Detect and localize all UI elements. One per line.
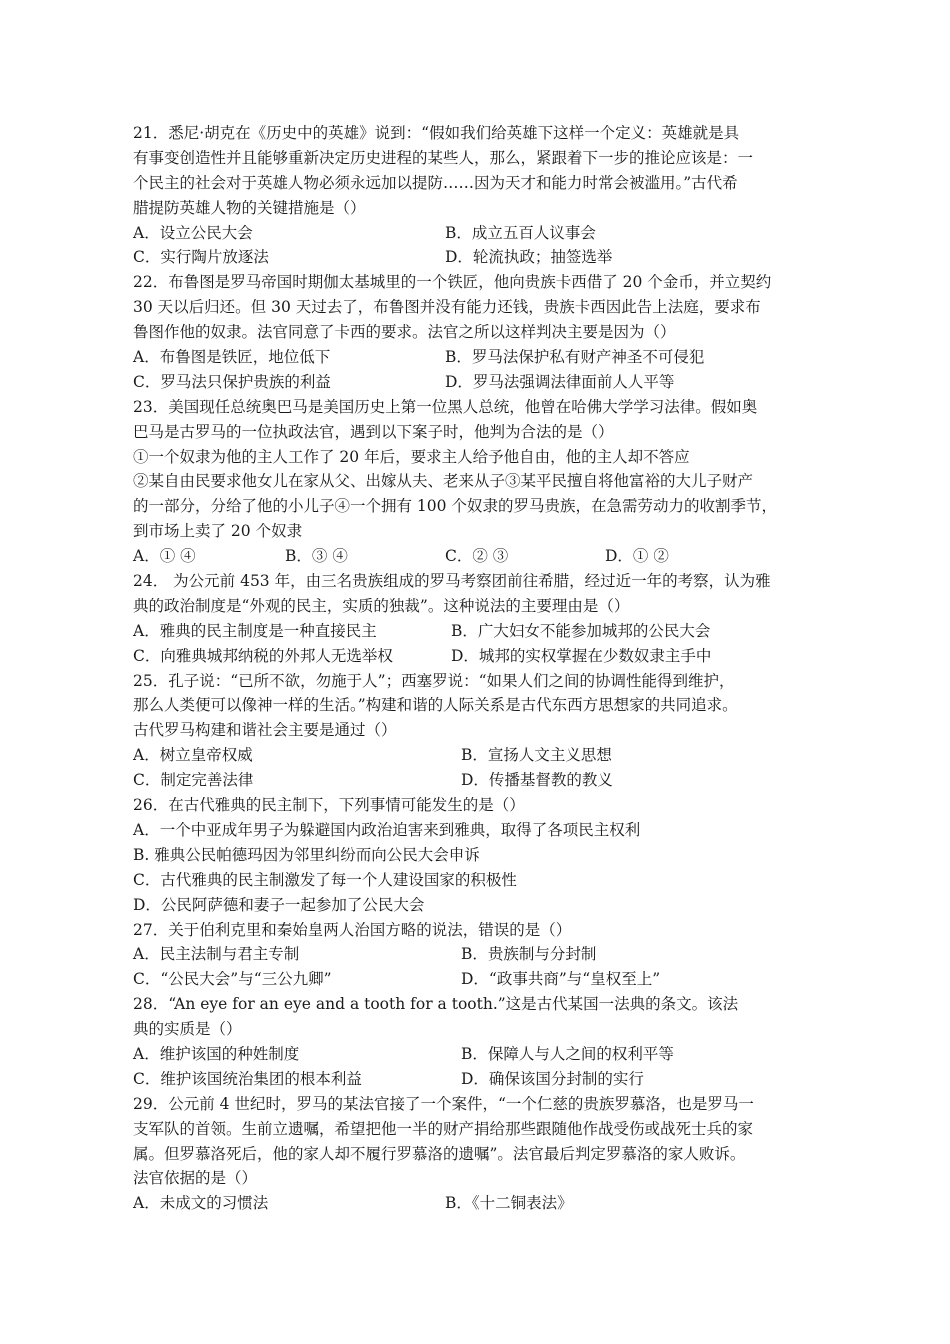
question-text-line: 鲁图作他的奴隶。法官同意了卡西的要求。法官之所以这样判决主要是因为（） [133, 323, 676, 342]
question-21 [133, 121, 833, 270]
question-28 [133, 992, 833, 1092]
option-row [133, 1191, 833, 1216]
question-text-line: 典的实质是（） [133, 1020, 242, 1039]
question-stem: 27．关于伯利克里和秦始皇两人治国方略的说法，错误的是（） [133, 920, 572, 939]
question-stem: 26．在古代雅典的民主制下，下列事情可能发生的是（） [133, 796, 525, 815]
answer-option: B．③ ④ [285, 547, 348, 566]
option-row [133, 1042, 833, 1067]
question-text-line: 那么人类便可以像神一样的生活。”构建和谐的人际关系是古代东西方思想家的共同追求。 [133, 696, 738, 715]
option-row [133, 967, 833, 992]
question-text-line: ①一个奴隶为他的主人工作了 20 年后，要求主人给予他自由，他的主人却不答应 [133, 447, 690, 466]
question-text-line: 典的政治制度是“外观的民主，实质的独裁”。这种说法的主要理由是（） [133, 596, 630, 615]
answer-option: B．贵族制与分封制 [461, 945, 597, 964]
option-row [133, 644, 833, 669]
question-text-line: B. 雅典公民帕德玛因为邻里纠纷而向公民大会申诉 [133, 845, 480, 864]
option-row [133, 544, 833, 569]
question-stem: 22．布鲁图是罗马帝国时期伽太基城里的一个铁匠，他向贵族卡西借了 20 个金币，并立契约 [133, 273, 772, 292]
answer-option: D．① ② [605, 547, 669, 566]
question-text-line: 属。但罗慕洛死后，他的家人却不履行罗慕洛的遗嘱”。法官最后判定罗慕洛的家人败诉。 [133, 1144, 746, 1163]
question-22 [133, 270, 833, 394]
question-25 [133, 669, 833, 793]
question-text-line: A．一个中亚成年男子为躲避国内政治迫害来到雅典，取得了各项民主权利 [133, 820, 641, 839]
answer-option: D．轮流执政；抽签选举 [445, 248, 613, 267]
answer-option: C．维护该国统治集团的根本利益 [133, 1069, 362, 1088]
answer-option: A．维护该国的种姓制度 [133, 1044, 300, 1063]
question-text-line: 巴马是古罗马的一位执政法官，遇到以下案子时，他判为合法的是（） [133, 422, 614, 441]
answer-option: C．“公民大会”与“三公九卿” [133, 970, 332, 989]
question-text-line: 到市场上卖了 20 个奴隶 [133, 522, 303, 541]
option-row [133, 619, 833, 644]
question-list [133, 121, 833, 1216]
answer-option: A．树立皇帝权威 [133, 746, 253, 765]
question-stem: 23．美国现任总统奥巴马是美国历史上第一位黑人总统，他曾在哈佛大学学习法律。假如奥 [133, 397, 758, 416]
answer-option: D．城邦的实权掌握在少数奴隶主手中 [451, 646, 712, 665]
option-row [133, 1067, 833, 1092]
answer-option: C．实行陶片放逐法 [133, 248, 269, 267]
option-row [133, 768, 833, 793]
question-stem: 28．“An eye for an eye and a tooth for a tooth.”这是古代某国一法典的条文。该法 [133, 995, 739, 1014]
answer-option: B．《十二铜表法》 [445, 1194, 573, 1213]
answer-option: B．保障人与人之间的权利平等 [461, 1044, 674, 1063]
question-stem: 24． 为公元前 453 年，由三名贵族组成的罗马考察团前往希腊，经过近一年的考察，认为雅 [133, 572, 771, 591]
option-row [133, 743, 833, 768]
answer-option: A．雅典的民主制度是一种直接民主 [133, 621, 377, 640]
question-text-line: 有事变创造性并且能够重新决定历史进程的某些人，那么，紧跟着下一步的推论应该是：一 [133, 148, 754, 167]
answer-option: B．宣扬人文主义思想 [461, 746, 612, 765]
question-26 [133, 793, 833, 917]
question-text-line: 个民主的社会对于英雄人物必须永远加以提防……因为天才和能力时常会被滥用。”古代希 [133, 173, 738, 192]
answer-option: C．② ③ [445, 547, 509, 566]
answer-option: A．布鲁图是铁匠，地位低下 [133, 348, 331, 367]
answer-option: C．制定完善法律 [133, 771, 254, 790]
question-text-line: 腊提防英雄人物的关键措施是（） [133, 198, 366, 217]
question-text-line: ②某自由民要求他女儿在家从父、出嫁从夫、老来从子③某平民擅自将他富裕的大儿子财产 [133, 472, 754, 491]
question-23 [133, 395, 833, 569]
answer-option: A．未成文的习惯法 [133, 1194, 269, 1213]
answer-option: C．罗马法只保护贵族的利益 [133, 372, 331, 391]
question-text-line: C．古代雅典的民主制激发了每一个人建设国家的积极性 [133, 870, 517, 889]
question-24 [133, 569, 833, 669]
answer-option: B．成立五百人议事会 [445, 223, 596, 242]
option-row [133, 370, 833, 395]
question-text-line: 30 天以后归还。但 30 天过去了，布鲁图并没有能力还钱，贵族卡西因此告上法庭，要求布 [133, 298, 761, 317]
question-stem: 29．公元前 4 世纪时，罗马的某法官接了一个案件，“一个仁慈的贵族罗慕洛，也是罗马一 [133, 1094, 754, 1113]
question-stem: 21．悉尼·胡克在《历史中的英雄》说到：“假如我们给英雄下这样一个定义：英雄就是具 [133, 124, 740, 142]
question-stem: 25．孔子说：“已所不欲，勿施于人”；西塞罗说：“如果人们之间的协调性能得到维护， [133, 671, 735, 690]
question-29 [133, 1092, 833, 1216]
question-27 [133, 918, 833, 993]
question-text-line: D．公民阿萨德和妻子一起参加了公民大会 [133, 895, 425, 914]
question-text-line: 法官依据的是（） [133, 1169, 258, 1188]
question-text-line: 支军队的首领。生前立遗嘱，希望把他一半的财产捐给那些跟随他作战受伤或战死士兵的家 [133, 1119, 754, 1138]
answer-option: D．“政事共商”与“皇权至上” [461, 970, 661, 989]
answer-option: B．罗马法保护私有财产神圣不可侵犯 [445, 348, 705, 367]
answer-option: B．广大妇女不能参加城邦的公民大会 [451, 621, 711, 640]
option-row [133, 245, 833, 270]
answer-option: D．传播基督教的教义 [461, 771, 613, 790]
answer-option: A．① ④ [133, 547, 196, 566]
question-text-line: 古代罗马构建和谐社会主要是通过（） [133, 721, 397, 740]
answer-option: A．民主法制与君主专制 [133, 945, 300, 964]
answer-option: C．向雅典城邦纳税的外邦人无选举权 [133, 646, 393, 665]
option-row [133, 221, 833, 246]
answer-option: D．罗马法强调法律面前人人平等 [445, 372, 675, 391]
question-text-line: 的一部分，分给了他的小儿子④一个拥有 100 个奴隶的罗马贵族，在急需劳动力的收割季节， [133, 497, 777, 516]
option-row [133, 345, 833, 370]
option-row [133, 942, 833, 967]
answer-option: D．确保该国分封制的实行 [461, 1069, 644, 1088]
answer-option: A．设立公民大会 [133, 223, 253, 242]
